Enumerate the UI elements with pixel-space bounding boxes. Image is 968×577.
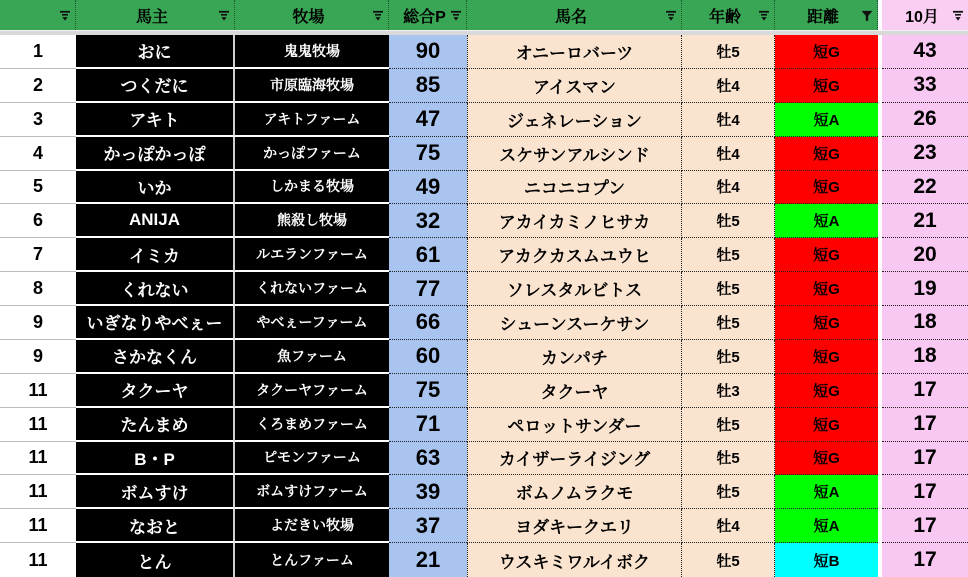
october-points-cell[interactable]: 22	[882, 171, 968, 205]
table-row	[0, 204, 968, 238]
column-header-label: 距離	[806, 8, 839, 26]
header-row	[0, 0, 968, 30]
distance-grade-cell[interactable]: 短G	[775, 374, 878, 408]
column-header-label: 年齢	[708, 8, 741, 26]
horse-name-cell[interactable]: アイスマン	[467, 69, 682, 103]
total-points-cell[interactable]: 66	[389, 306, 467, 340]
distance-grade-cell[interactable]: 短G	[775, 238, 878, 272]
total-points-cell[interactable]: 32	[389, 204, 467, 238]
column-header-distance[interactable]	[775, 0, 878, 30]
distance-grade-cell[interactable]: 短A	[775, 475, 878, 509]
distance-grade-cell[interactable]: 短G	[775, 340, 878, 374]
rank-cell[interactable]: 11	[0, 509, 76, 543]
owner-cell[interactable]: いか	[76, 171, 235, 205]
filter-dropdown-icon[interactable]	[372, 10, 384, 21]
horse-name-cell[interactable]: カイザーライジング	[467, 442, 682, 476]
total-points-cell[interactable]: 77	[389, 272, 467, 306]
horse-name-cell[interactable]: ペロットサンダー	[467, 408, 682, 442]
owner-cell[interactable]: なおと	[76, 509, 235, 543]
farm-cell[interactable]: 熊殺し牧場	[235, 204, 389, 238]
table-body	[0, 35, 968, 577]
age-cell[interactable]: 牡5	[682, 340, 775, 374]
rank-cell[interactable]: 3	[0, 103, 76, 137]
table-row	[0, 137, 968, 171]
table-row	[0, 69, 968, 103]
column-header-horse-name[interactable]	[467, 0, 682, 30]
total-points-cell[interactable]: 39	[389, 475, 467, 509]
october-points-cell[interactable]: 23	[882, 137, 968, 171]
owner-cell[interactable]: さかなくん	[76, 340, 235, 374]
farm-cell[interactable]: しかまる牧場	[235, 171, 389, 205]
farm-cell[interactable]: タクーヤファーム	[235, 374, 389, 408]
distance-grade-cell[interactable]: 短G	[775, 171, 878, 205]
rank-cell[interactable]: 4	[0, 137, 76, 171]
total-points-cell[interactable]: 75	[389, 374, 467, 408]
distance-grade-cell[interactable]: 短G	[775, 408, 878, 442]
age-cell[interactable]: 牡3	[682, 374, 775, 408]
table-row	[0, 35, 968, 69]
farm-cell[interactable]: 市原臨海牧場	[235, 69, 389, 103]
total-points-cell[interactable]: 21	[389, 543, 467, 577]
column-header-owner[interactable]	[76, 0, 235, 30]
owner-cell[interactable]: アキト	[76, 103, 235, 137]
october-points-cell[interactable]: 33	[882, 69, 968, 103]
horse-name-cell[interactable]: オニーロバーツ	[467, 35, 682, 69]
distance-grade-cell[interactable]: 短G	[775, 272, 878, 306]
rank-cell[interactable]: 11	[0, 374, 76, 408]
filter-dropdown-icon[interactable]	[758, 10, 770, 21]
column-header-total-points[interactable]	[389, 0, 467, 30]
table-row	[0, 509, 968, 543]
farm-cell[interactable]: くれないファーム	[235, 272, 389, 306]
october-points-cell[interactable]: 43	[882, 35, 968, 69]
distance-grade-cell[interactable]: 短B	[775, 543, 878, 577]
table-row	[0, 340, 968, 374]
age-cell[interactable]: 牡4	[682, 137, 775, 171]
owner-cell[interactable]: B・P	[76, 442, 235, 476]
horse-name-cell[interactable]: ヨダキークエリ	[467, 509, 682, 543]
distance-grade-cell[interactable]: 短G	[775, 306, 878, 340]
column-header-october[interactable]	[882, 0, 968, 30]
age-cell[interactable]: 牡4	[682, 509, 775, 543]
table-row	[0, 442, 968, 476]
owner-cell[interactable]: おに	[76, 35, 235, 69]
horse-name-cell[interactable]: スケサンアルシンド	[467, 137, 682, 171]
table-row	[0, 272, 968, 306]
horse-name-cell[interactable]: カンパチ	[467, 340, 682, 374]
october-points-cell[interactable]: 18	[882, 340, 968, 374]
age-cell[interactable]: 牡5	[682, 272, 775, 306]
rank-cell[interactable]: 9	[0, 306, 76, 340]
farm-cell[interactable]: ルエランファーム	[235, 238, 389, 272]
distance-grade-cell[interactable]: 短A	[775, 204, 878, 238]
owner-cell[interactable]: ANIJA	[76, 204, 235, 238]
horse-name-cell[interactable]: ソレスタルビトス	[467, 272, 682, 306]
table-row	[0, 238, 968, 272]
owner-cell[interactable]: ボムすけ	[76, 475, 235, 509]
october-points-cell[interactable]: 17	[882, 408, 968, 442]
column-header-farm[interactable]	[235, 0, 389, 30]
age-cell[interactable]: 牡5	[682, 35, 775, 69]
total-points-cell[interactable]: 75	[389, 137, 467, 171]
age-cell[interactable]: 牡5	[682, 306, 775, 340]
table-row	[0, 306, 968, 340]
owner-cell[interactable]: いぎなりやべぇー	[76, 306, 235, 340]
age-cell[interactable]: 牡4	[682, 103, 775, 137]
october-points-cell[interactable]: 19	[882, 272, 968, 306]
october-points-cell[interactable]: 17	[882, 543, 968, 577]
distance-grade-cell[interactable]: 短G	[775, 442, 878, 476]
table-row	[0, 543, 968, 577]
horse-name-cell[interactable]: ニコニコプン	[467, 171, 682, 205]
farm-cell[interactable]: ピモンファーム	[235, 442, 389, 476]
rank-cell[interactable]: 5	[0, 171, 76, 205]
october-points-cell[interactable]: 26	[882, 103, 968, 137]
total-points-cell[interactable]: 47	[389, 103, 467, 137]
farm-cell[interactable]: やべぇーファーム	[235, 306, 389, 340]
funnel-icon[interactable]	[861, 10, 873, 21]
filter-dropdown-icon[interactable]	[218, 10, 230, 21]
owner-cell[interactable]: かっぽかっぽ	[76, 137, 235, 171]
total-points-cell[interactable]: 60	[389, 340, 467, 374]
owner-cell[interactable]: くれない	[76, 272, 235, 306]
column-header-label: 馬名	[554, 8, 587, 26]
column-header-label: 10月	[905, 8, 939, 26]
farm-cell[interactable]: アキトファーム	[235, 103, 389, 137]
october-points-cell[interactable]: 18	[882, 306, 968, 340]
rank-cell[interactable]: 7	[0, 238, 76, 272]
table-row	[0, 374, 968, 408]
rank-cell[interactable]: 11	[0, 543, 76, 577]
rank-cell[interactable]: 11	[0, 408, 76, 442]
column-header-label: 牧場	[292, 8, 325, 26]
october-points-cell[interactable]: 17	[882, 475, 968, 509]
october-points-cell[interactable]: 17	[882, 509, 968, 543]
total-points-cell[interactable]: 85	[389, 69, 467, 103]
total-points-cell[interactable]: 71	[389, 408, 467, 442]
column-header-label: 総合P	[403, 8, 446, 26]
farm-cell[interactable]: くろまめファーム	[235, 408, 389, 442]
farm-cell[interactable]: かっぽファーム	[235, 137, 389, 171]
column-header-age[interactable]	[682, 0, 775, 30]
distance-grade-cell[interactable]: 短A	[775, 509, 878, 543]
column-header-blank[interactable]	[0, 0, 76, 30]
horse-name-cell[interactable]: ウスキミワルイボク	[467, 543, 682, 577]
farm-cell[interactable]: ボムすけファーム	[235, 475, 389, 509]
october-points-cell[interactable]: 21	[882, 204, 968, 238]
rank-cell[interactable]: 8	[0, 272, 76, 306]
distance-grade-cell[interactable]: 短G	[775, 137, 878, 171]
owner-cell[interactable]: たんまめ	[76, 408, 235, 442]
filter-dropdown-icon[interactable]	[59, 10, 71, 21]
distance-grade-cell[interactable]: 短A	[775, 103, 878, 137]
rank-cell[interactable]: 6	[0, 204, 76, 238]
owner-cell[interactable]: イミカ	[76, 238, 235, 272]
horse-name-cell[interactable]: ジェネレーション	[467, 103, 682, 137]
age-cell[interactable]: 牡5	[682, 408, 775, 442]
rank-cell[interactable]: 9	[0, 340, 76, 374]
column-header-label: 馬主	[135, 8, 168, 26]
owner-cell[interactable]: タクーヤ	[76, 374, 235, 408]
age-cell[interactable]: 牡5	[682, 475, 775, 509]
rank-cell[interactable]: 11	[0, 442, 76, 476]
age-cell[interactable]: 牡5	[682, 238, 775, 272]
farm-cell[interactable]: よだきい牧場	[235, 509, 389, 543]
age-cell[interactable]: 牡4	[682, 69, 775, 103]
age-cell[interactable]: 牡5	[682, 204, 775, 238]
rank-cell[interactable]: 1	[0, 35, 76, 69]
filter-dropdown-icon[interactable]	[952, 10, 964, 21]
age-cell[interactable]: 牡5	[682, 442, 775, 476]
horse-name-cell[interactable]: ボムノムラクモ	[467, 475, 682, 509]
age-cell[interactable]: 牡5	[682, 543, 775, 577]
table-row	[0, 475, 968, 509]
total-points-cell[interactable]: 61	[389, 238, 467, 272]
filter-dropdown-icon[interactable]	[665, 10, 677, 21]
farm-cell[interactable]: 鬼鬼牧場	[235, 35, 389, 69]
total-points-cell[interactable]: 49	[389, 171, 467, 205]
distance-grade-cell[interactable]: 短G	[775, 35, 878, 69]
rank-cell[interactable]: 2	[0, 69, 76, 103]
table-row	[0, 103, 968, 137]
horse-name-cell[interactable]: アカイカミノヒサカ	[467, 204, 682, 238]
age-cell[interactable]: 牡4	[682, 171, 775, 205]
table-row	[0, 408, 968, 442]
distance-grade-cell[interactable]: 短G	[775, 69, 878, 103]
owner-cell[interactable]: とん	[76, 543, 235, 577]
farm-cell[interactable]: 魚ファーム	[235, 340, 389, 374]
october-points-cell[interactable]: 17	[882, 442, 968, 476]
farm-cell[interactable]: とんファーム	[235, 543, 389, 577]
october-points-cell[interactable]: 17	[882, 374, 968, 408]
filter-dropdown-icon[interactable]	[450, 10, 462, 21]
rank-cell[interactable]: 11	[0, 475, 76, 509]
total-points-cell[interactable]: 63	[389, 442, 467, 476]
total-points-cell[interactable]: 37	[389, 509, 467, 543]
table-row	[0, 171, 968, 205]
horse-name-cell[interactable]: アカクカスムユウヒ	[467, 238, 682, 272]
horse-name-cell[interactable]: シューンスーケサン	[467, 306, 682, 340]
horse-name-cell[interactable]: タクーヤ	[467, 374, 682, 408]
total-points-cell[interactable]: 90	[389, 35, 467, 69]
october-points-cell[interactable]: 20	[882, 238, 968, 272]
owner-cell[interactable]: つくだに	[76, 69, 235, 103]
